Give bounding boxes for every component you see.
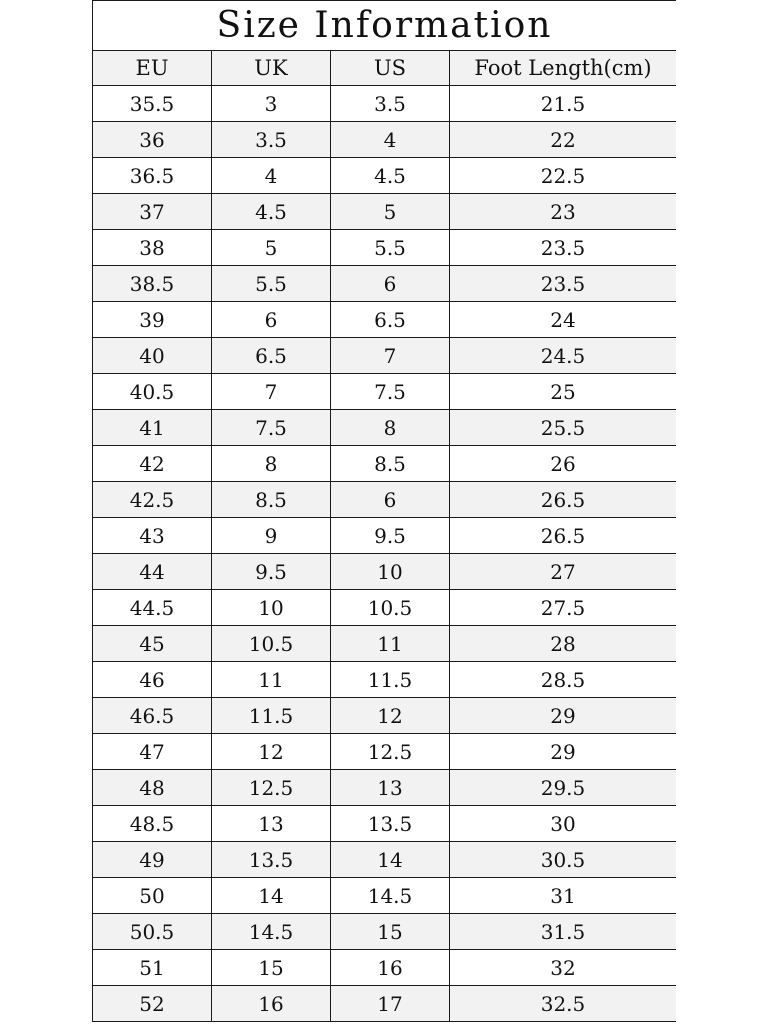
foot-length-cell: 28.5	[450, 662, 677, 698]
uk-cell: 3	[212, 86, 331, 122]
us-cell: 13	[331, 770, 450, 806]
table-title: Size Information	[93, 1, 677, 51]
foot-length-cell: 27.5	[450, 590, 677, 626]
foot-length-cell: 32	[450, 950, 677, 986]
eu-cell: 38	[93, 230, 212, 266]
us-cell: 9.5	[331, 518, 450, 554]
uk-cell: 7.5	[212, 410, 331, 446]
foot-length-cell: 29	[450, 734, 677, 770]
table-row	[93, 446, 677, 482]
us-cell: 11.5	[331, 662, 450, 698]
foot-length-cell: 26	[450, 446, 677, 482]
uk-cell: 9	[212, 518, 331, 554]
eu-cell: 40.5	[93, 374, 212, 410]
table-row	[93, 482, 677, 518]
table-row	[93, 410, 677, 446]
us-cell: 8	[331, 410, 450, 446]
size-chart	[92, 0, 676, 1024]
us-cell: 4.5	[331, 158, 450, 194]
eu-cell: 42	[93, 446, 212, 482]
us-cell: 6	[331, 266, 450, 302]
eu-cell: 46.5	[93, 698, 212, 734]
foot-length-cell: 24	[450, 302, 677, 338]
table-row	[93, 266, 677, 302]
uk-cell: 6	[212, 302, 331, 338]
eu-cell: 36	[93, 122, 212, 158]
foot-length-cell: 25	[450, 374, 677, 410]
uk-cell: 10	[212, 590, 331, 626]
us-cell: 12	[331, 698, 450, 734]
eu-cell: 38.5	[93, 266, 212, 302]
us-cell: 12.5	[331, 734, 450, 770]
foot-length-cell: 23.5	[450, 266, 677, 302]
uk-cell: 15	[212, 950, 331, 986]
table-row	[93, 194, 677, 230]
table-row	[93, 626, 677, 662]
table-row	[93, 122, 677, 158]
eu-cell: 35.5	[93, 86, 212, 122]
us-cell: 17	[331, 986, 450, 1022]
table-row	[93, 230, 677, 266]
uk-cell: 6.5	[212, 338, 331, 374]
eu-cell: 37	[93, 194, 212, 230]
us-cell: 6.5	[331, 302, 450, 338]
table-row	[93, 554, 677, 590]
table-row	[93, 950, 677, 986]
size-table	[92, 0, 676, 1022]
uk-cell: 4	[212, 158, 331, 194]
table-row	[93, 158, 677, 194]
header-foot-length: Foot Length(cm)	[450, 51, 677, 86]
foot-length-cell: 24.5	[450, 338, 677, 374]
foot-length-cell: 30.5	[450, 842, 677, 878]
table-row	[93, 734, 677, 770]
table-row	[93, 86, 677, 122]
us-cell: 14	[331, 842, 450, 878]
foot-length-cell: 27	[450, 554, 677, 590]
table-row	[93, 806, 677, 842]
eu-cell: 49	[93, 842, 212, 878]
header-uk: UK	[212, 51, 331, 86]
eu-cell: 52	[93, 986, 212, 1022]
us-cell: 5.5	[331, 230, 450, 266]
us-cell: 7	[331, 338, 450, 374]
table-row	[93, 914, 677, 950]
uk-cell: 5	[212, 230, 331, 266]
foot-length-cell: 22	[450, 122, 677, 158]
foot-length-cell: 23	[450, 194, 677, 230]
table-row	[93, 986, 677, 1022]
us-cell: 3.5	[331, 86, 450, 122]
uk-cell: 4.5	[212, 194, 331, 230]
uk-cell: 5.5	[212, 266, 331, 302]
table-row	[93, 374, 677, 410]
foot-length-cell: 28	[450, 626, 677, 662]
table-row	[93, 842, 677, 878]
foot-length-cell: 30	[450, 806, 677, 842]
us-cell: 13.5	[331, 806, 450, 842]
header-eu: EU	[93, 51, 212, 86]
uk-cell: 12.5	[212, 770, 331, 806]
uk-cell: 13	[212, 806, 331, 842]
eu-cell: 50	[93, 878, 212, 914]
us-cell: 15	[331, 914, 450, 950]
title-row	[93, 1, 677, 51]
foot-length-cell: 22.5	[450, 158, 677, 194]
uk-cell: 14.5	[212, 914, 331, 950]
uk-cell: 3.5	[212, 122, 331, 158]
table-body	[93, 86, 677, 1022]
foot-length-cell: 31.5	[450, 914, 677, 950]
eu-cell: 44	[93, 554, 212, 590]
foot-length-cell: 31	[450, 878, 677, 914]
eu-cell: 46	[93, 662, 212, 698]
uk-cell: 9.5	[212, 554, 331, 590]
eu-cell: 42.5	[93, 482, 212, 518]
eu-cell: 51	[93, 950, 212, 986]
foot-length-cell: 29.5	[450, 770, 677, 806]
foot-length-cell: 32.5	[450, 986, 677, 1022]
eu-cell: 45	[93, 626, 212, 662]
us-cell: 10	[331, 554, 450, 590]
eu-cell: 40	[93, 338, 212, 374]
eu-cell: 44.5	[93, 590, 212, 626]
foot-length-cell: 29	[450, 698, 677, 734]
uk-cell: 7	[212, 374, 331, 410]
table-row	[93, 518, 677, 554]
uk-cell: 8	[212, 446, 331, 482]
eu-cell: 48.5	[93, 806, 212, 842]
us-cell: 4	[331, 122, 450, 158]
eu-cell: 41	[93, 410, 212, 446]
foot-length-cell: 23.5	[450, 230, 677, 266]
header-us: US	[331, 51, 450, 86]
table-row	[93, 662, 677, 698]
uk-cell: 8.5	[212, 482, 331, 518]
uk-cell: 11.5	[212, 698, 331, 734]
foot-length-cell: 21.5	[450, 86, 677, 122]
uk-cell: 10.5	[212, 626, 331, 662]
uk-cell: 13.5	[212, 842, 331, 878]
us-cell: 5	[331, 194, 450, 230]
us-cell: 7.5	[331, 374, 450, 410]
uk-cell: 11	[212, 662, 331, 698]
us-cell: 8.5	[331, 446, 450, 482]
table-row	[93, 590, 677, 626]
header-row	[93, 51, 677, 86]
foot-length-cell: 25.5	[450, 410, 677, 446]
foot-length-cell: 26.5	[450, 518, 677, 554]
table-row	[93, 770, 677, 806]
eu-cell: 48	[93, 770, 212, 806]
us-cell: 6	[331, 482, 450, 518]
uk-cell: 14	[212, 878, 331, 914]
eu-cell: 43	[93, 518, 212, 554]
eu-cell: 36.5	[93, 158, 212, 194]
us-cell: 14.5	[331, 878, 450, 914]
uk-cell: 12	[212, 734, 331, 770]
us-cell: 16	[331, 950, 450, 986]
uk-cell: 16	[212, 986, 331, 1022]
table-row	[93, 302, 677, 338]
table-row	[93, 338, 677, 374]
table-row	[93, 878, 677, 914]
table-row	[93, 698, 677, 734]
eu-cell: 39	[93, 302, 212, 338]
eu-cell: 47	[93, 734, 212, 770]
foot-length-cell: 26.5	[450, 482, 677, 518]
us-cell: 11	[331, 626, 450, 662]
eu-cell: 50.5	[93, 914, 212, 950]
us-cell: 10.5	[331, 590, 450, 626]
